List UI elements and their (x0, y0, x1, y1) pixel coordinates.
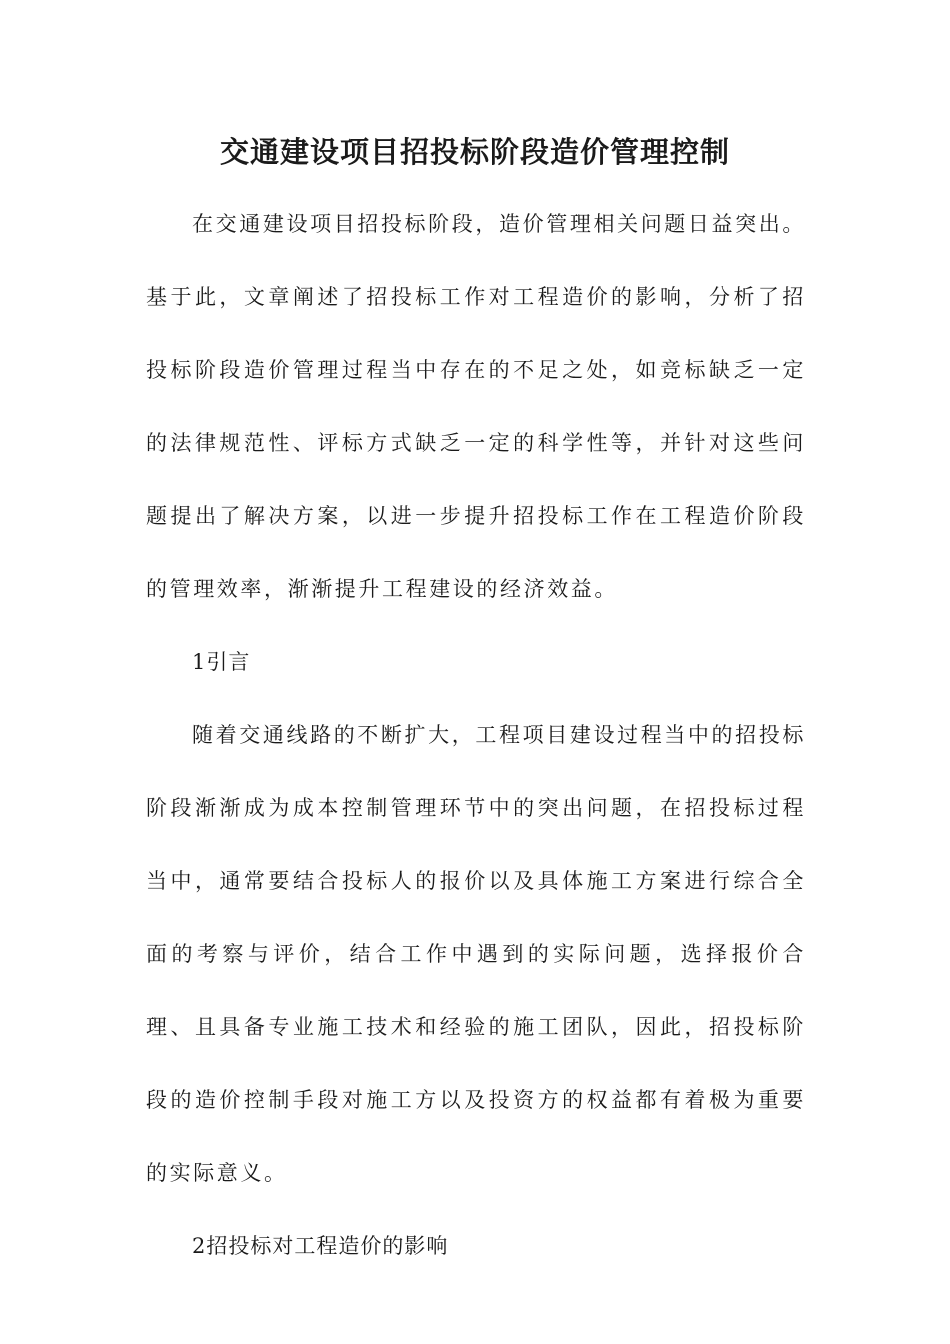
section-1-heading: 1引言 (192, 650, 251, 674)
document-title: 交通建设项目招投标阶段造价管理控制 (219, 135, 730, 169)
section-1-paragraph: 随着交通线路的不断扩大，工程项目建设过程当中的招投标阶段渐渐成为成本控制管理环节中的突出问题，在招投标过程当中，通常要结合投标人的报价以及具体施工方案进行综合全面的考察与评价，结合工作中遇到的实际问题，选择报价合理、且具备专业施工技术和经验的施工团队，因此，招投标阶段的造价控制手段对施工方以及投资方的权益都有着极为重要的实际意义。 (146, 723, 806, 1185)
section-2-heading: 2招投标对工程造价的影响 (192, 1234, 449, 1258)
document-body (146, 188, 806, 1283)
abstract-paragraph: 在交通建设项目招投标阶段，造价管理相关问题日益突出。基于此，文章阐述了招投标工作对工程造价的影响，分析了招投标阶段造价管理过程当中存在的不足之处，如竞标缺乏一定的法律规范性、评标方式缺乏一定的科学性等，并针对这些问题提出了解决方案，以进一步提升招投标工作在工程造价阶段的管理效率，渐渐提升工程建设的经济效益。 (146, 212, 806, 601)
